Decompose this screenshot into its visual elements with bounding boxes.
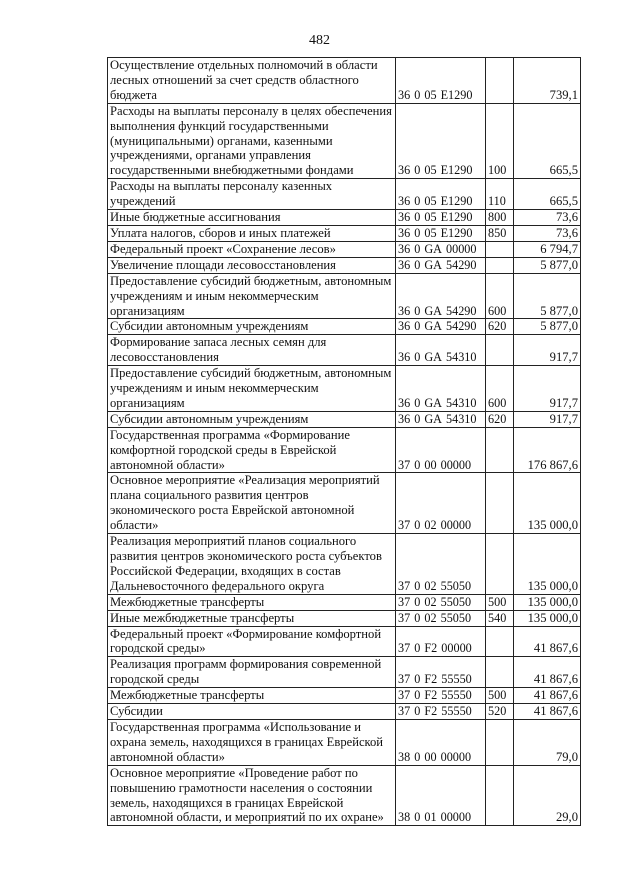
expense-type-code: 500	[486, 594, 514, 610]
target-item-code: 36 0 GА 00000	[396, 241, 486, 257]
target-item-code: 37 0 F2 55550	[396, 688, 486, 704]
table-row	[108, 179, 581, 210]
amount-value: 176 867,6	[514, 427, 581, 473]
amount-value: 135 000,0	[514, 610, 581, 626]
table-row	[108, 103, 581, 179]
expense-type-code: 600	[486, 366, 514, 412]
budget-table	[107, 57, 581, 826]
expense-type-code: 850	[486, 225, 514, 241]
budget-item-name: Расходы на выплаты персоналу казенных учреждений	[108, 179, 396, 210]
target-item-code: 36 0 GА 54290	[396, 273, 486, 319]
budget-item-name: Реализация мероприятий планов социального развития центров экономического роста субъектов Российской Федерации, входящих в состав Дальневосточного федерального округа	[108, 534, 396, 595]
amount-value: 41 867,6	[514, 704, 581, 720]
target-item-code: 36 0 GА 54290	[396, 319, 486, 335]
target-item-code: 37 0 00 00000	[396, 427, 486, 473]
budget-item-name: Государственная программа «Использование и охрана земель, находящихся в границах Еврейской автономной области»	[108, 719, 396, 765]
amount-value: 29,0	[514, 765, 581, 826]
budget-item-name: Межбюджетные трансферты	[108, 594, 396, 610]
budget-item-name: Расходы на выплаты персоналу в целях обеспечения выполнения функций государственными (муниципальными) органами, казенными учреждениями, органами управления государственными внебюджетными фондами	[108, 103, 396, 179]
table-row	[108, 719, 581, 765]
amount-value: 917,7	[514, 411, 581, 427]
expense-type-code	[486, 58, 514, 104]
table-row	[108, 335, 581, 366]
budget-item-name: Субсидии автономным учреждениям	[108, 319, 396, 335]
budget-item-name: Основное мероприятие «Реализация мероприятий плана социального развития центров экономического роста Еврейской автономной области»	[108, 473, 396, 534]
amount-value: 5 877,0	[514, 257, 581, 273]
expense-type-code	[486, 427, 514, 473]
budget-item-name: Формирование запаса лесных семян для лесовосстановления	[108, 335, 396, 366]
target-item-code: 38 0 01 00000	[396, 765, 486, 826]
target-item-code: 36 0 GА 54310	[396, 335, 486, 366]
amount-value: 917,7	[514, 366, 581, 412]
expense-type-code: 110	[486, 179, 514, 210]
table-row	[108, 626, 581, 657]
table-row	[108, 241, 581, 257]
table-row	[108, 594, 581, 610]
budget-item-name: Федеральный проект «Сохранение лесов»	[108, 241, 396, 257]
table-row	[108, 225, 581, 241]
amount-value: 5 877,0	[514, 273, 581, 319]
amount-value: 739,1	[514, 58, 581, 104]
amount-value: 5 877,0	[514, 319, 581, 335]
target-item-code: 36 0 05 Е1290	[396, 210, 486, 226]
table-row	[108, 427, 581, 473]
table-row	[108, 765, 581, 826]
table-row	[108, 273, 581, 319]
table-row	[108, 704, 581, 720]
target-item-code: 37 0 02 55050	[396, 534, 486, 595]
amount-value: 665,5	[514, 103, 581, 179]
table-row	[108, 688, 581, 704]
target-item-code: 38 0 00 00000	[396, 719, 486, 765]
amount-value: 135 000,0	[514, 534, 581, 595]
amount-value: 73,6	[514, 225, 581, 241]
amount-value: 6 794,7	[514, 241, 581, 257]
table-row	[108, 473, 581, 534]
budget-item-name: Реализация программ формирования современной городской среды	[108, 657, 396, 688]
table-row	[108, 58, 581, 104]
expense-type-code: 600	[486, 273, 514, 319]
expense-type-code: 620	[486, 319, 514, 335]
target-item-code: 36 0 05 Е1290	[396, 179, 486, 210]
table-row	[108, 257, 581, 273]
expense-type-code	[486, 765, 514, 826]
table-row	[108, 210, 581, 226]
expense-type-code	[486, 257, 514, 273]
expense-type-code: 100	[486, 103, 514, 179]
amount-value: 41 867,6	[514, 626, 581, 657]
expense-type-code: 540	[486, 610, 514, 626]
amount-value: 665,5	[514, 179, 581, 210]
budget-item-name: Предоставление субсидий бюджетным, автономным учреждениям и иным некоммерческим организациям	[108, 273, 396, 319]
target-item-code: 36 0 05 Е1290	[396, 103, 486, 179]
budget-item-name: Субсидии автономным учреждениям	[108, 411, 396, 427]
expense-type-code	[486, 534, 514, 595]
table-row	[108, 411, 581, 427]
target-item-code: 36 0 05 Е1290	[396, 225, 486, 241]
amount-value: 41 867,6	[514, 657, 581, 688]
page-number: 482	[309, 33, 330, 48]
target-item-code: 37 0 02 00000	[396, 473, 486, 534]
amount-value: 41 867,6	[514, 688, 581, 704]
amount-value: 917,7	[514, 335, 581, 366]
amount-value: 73,6	[514, 210, 581, 226]
target-item-code: 36 0 GА 54310	[396, 411, 486, 427]
budget-item-name: Предоставление субсидий бюджетным, автономным учреждениям и иным некоммерческим организациям	[108, 366, 396, 412]
expense-type-code: 520	[486, 704, 514, 720]
target-item-code: 37 0 02 55050	[396, 610, 486, 626]
target-item-code: 37 0 F2 00000	[396, 626, 486, 657]
budget-item-name: Федеральный проект «Формирование комфортной городской среды»	[108, 626, 396, 657]
budget-item-name: Увеличение площади лесовосстановления	[108, 257, 396, 273]
expense-type-code	[486, 719, 514, 765]
budget-item-name: Межбюджетные трансферты	[108, 688, 396, 704]
amount-value: 135 000,0	[514, 473, 581, 534]
amount-value: 79,0	[514, 719, 581, 765]
target-item-code: 36 0 GА 54310	[396, 366, 486, 412]
table-row	[108, 319, 581, 335]
expense-type-code	[486, 626, 514, 657]
table-row	[108, 657, 581, 688]
expense-type-code: 620	[486, 411, 514, 427]
amount-value: 135 000,0	[514, 594, 581, 610]
expense-type-code: 500	[486, 688, 514, 704]
budget-item-name: Государственная программа «Формирование комфортной городской среды в Еврейской автономной области»	[108, 427, 396, 473]
target-item-code: 37 0 F2 55550	[396, 657, 486, 688]
budget-item-name: Основное мероприятие «Проведение работ по повышению грамотности населения о состоянии земель, находящихся в границах Еврейской автономной области, и мероприятий по их охране»	[108, 765, 396, 826]
target-item-code: 37 0 F2 55550	[396, 704, 486, 720]
table-row	[108, 534, 581, 595]
expense-type-code	[486, 657, 514, 688]
table-row	[108, 366, 581, 412]
expense-type-code	[486, 335, 514, 366]
budget-item-name: Субсидии	[108, 704, 396, 720]
budget-item-name: Иные межбюджетные трансферты	[108, 610, 396, 626]
expense-type-code	[486, 473, 514, 534]
target-item-code: 36 0 05 Е1290	[396, 58, 486, 104]
budget-item-name: Осуществление отдельных полномочий в области лесных отношений за счет средств областного бюджета	[108, 58, 396, 104]
expense-type-code: 800	[486, 210, 514, 226]
target-item-code: 37 0 02 55050	[396, 594, 486, 610]
budget-item-name: Иные бюджетные ассигнования	[108, 210, 396, 226]
target-item-code: 36 0 GА 54290	[396, 257, 486, 273]
expense-type-code	[486, 241, 514, 257]
budget-item-name: Уплата налогов, сборов и иных платежей	[108, 225, 396, 241]
table-row	[108, 610, 581, 626]
